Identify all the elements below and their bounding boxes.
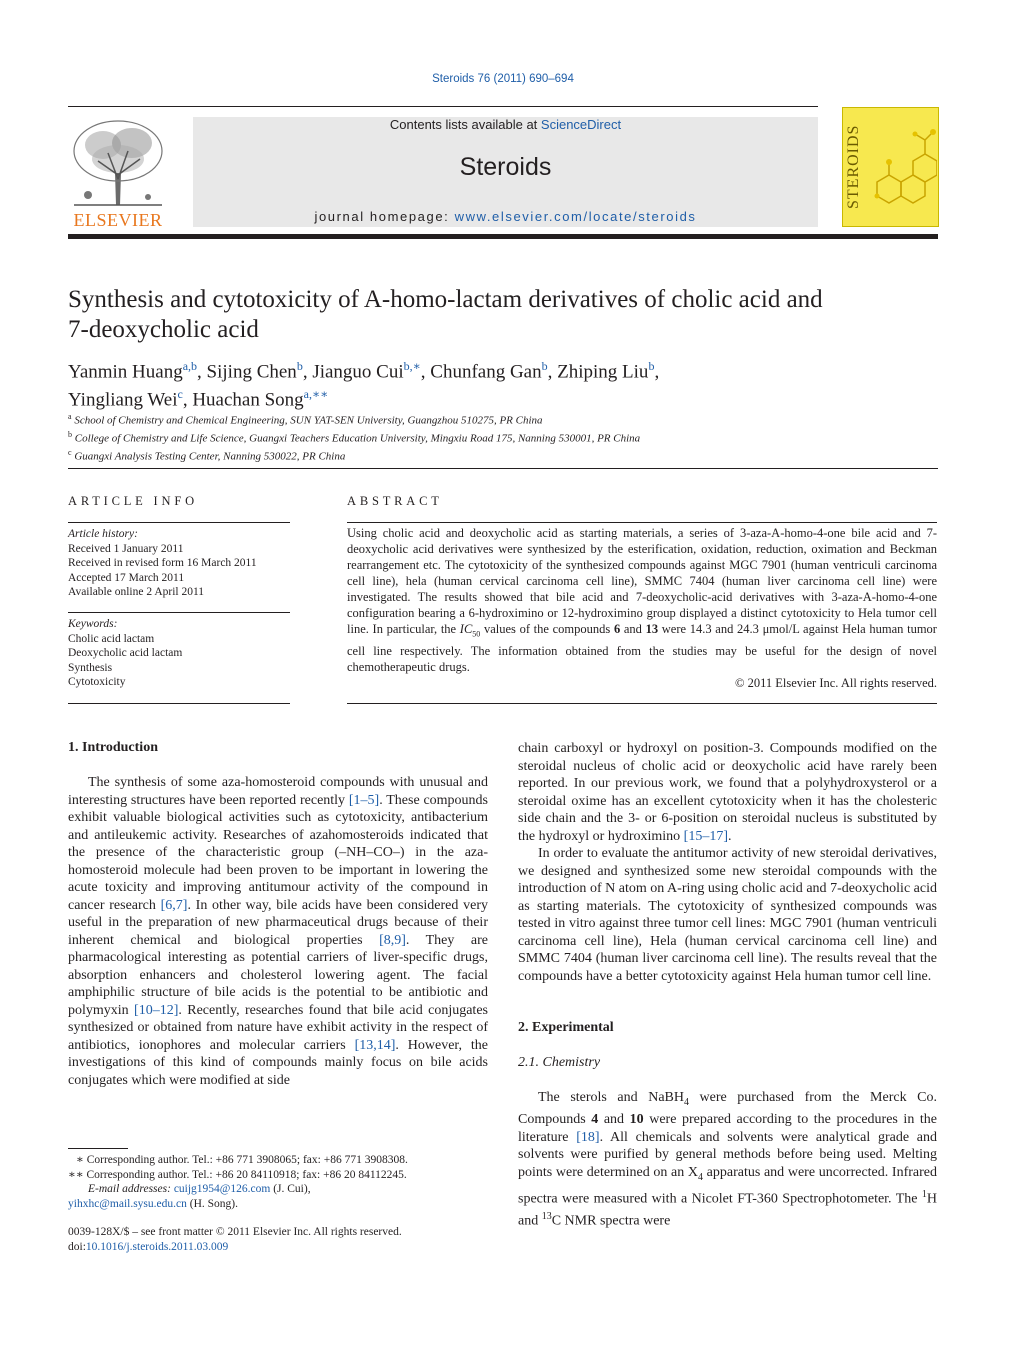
right-p2: In order to evaluate the antitumor activity of new steroidal derivatives, we designed and synthesized some new steroidal compounds with the introduction of N atom on A-ring using cholic acid and 7-deoxycholic acid as starting materials. The cytotoxicity of synthesized compounds was tested in vitro against three tumor cell lines: MGC 7901 (human ventriculi carcinoma cell line), Hela (human cervical carcinoma cell line) and SMMC 7404 (human liver carcinoma cell line). The results reveal that the compounds have a better cytotoxicity against Hela human tumor cell line.	[518, 846, 937, 984]
article-history	[68, 527, 290, 600]
abstract-part-3: were 14.3 and 24.3 μmol/L against Hela human tumor cell line respectively. The information obtained from the studies may be useful for the design of novel chemotherapeutic drugs.	[347, 622, 937, 674]
text-run: . All chemicals and solvents were analytical grade and solvents were purified by general methods before being used. Melting points were determined on an X	[518, 1129, 937, 1180]
right-column	[518, 740, 937, 985]
text-run: . In other way, bile acids have been considered very useful in the preparation of new pharmaceutical drugs because of their inherent chemical and biological properties	[68, 897, 488, 948]
superscript: 13	[541, 1211, 552, 1223]
subscript: 4	[698, 1171, 704, 1183]
intro-heading: 1. Introduction	[68, 740, 158, 755]
subscript: 4	[683, 1096, 689, 1108]
homepage-label: journal homepage:	[314, 209, 455, 224]
text-run: . They are pharmacological interesting as potential carriers of liver-specific drugs, absorption enhancers and cholesterol lowering agent. The facial amphiphilic structure of bile acids is the potential to be antibiotic and polymyxin	[68, 932, 488, 1018]
issn-line: 0039-128X/$ – see front matter © 2011 Elsevier Inc. All rights reserved.	[68, 1226, 402, 1238]
author-separator: ,	[182, 389, 193, 411]
author-affiliation-marker[interactable]: b	[541, 359, 548, 373]
author-affiliation-marker[interactable]: a,b	[182, 359, 198, 373]
reference-link[interactable]: [13,14]	[354, 1037, 396, 1053]
text-run: were prepared according to the procedures in the literature	[518, 1112, 938, 1145]
info-rule-3	[68, 703, 290, 704]
reference-link[interactable]: [15–17]	[683, 828, 728, 844]
footnotes	[68, 1153, 488, 1211]
info-rule-1	[68, 522, 290, 523]
keyword-item: Cholic acid lactam	[68, 632, 155, 645]
email-link-1[interactable]: cuijg1954@126.com	[173, 1183, 271, 1195]
authors-line-2	[68, 383, 938, 411]
keyword-item: Cytotoxicity	[68, 676, 126, 688]
info-rule-2	[68, 612, 290, 613]
doi-label: doi:	[68, 1240, 86, 1253]
author-name: Yingliang Wei	[68, 389, 178, 411]
author-separator: ,	[197, 361, 207, 383]
affiliation-marker: c	[68, 448, 72, 458]
article-info-heading: ARTICLE INFO	[68, 494, 198, 508]
abstract-heading: ABSTRACT	[347, 494, 443, 508]
author-name: Huachan Song	[192, 389, 304, 411]
ic-subscript: 50	[472, 629, 481, 639]
chem-p	[518, 1089, 937, 1230]
keyword-item: Synthesis	[68, 661, 113, 674]
text-run: C NMR spectra were	[551, 1213, 671, 1229]
abstract-text	[347, 525, 937, 691]
email-link-2[interactable]: yihxhc@mail.sysu.edu.cn	[68, 1197, 187, 1210]
author-list	[68, 355, 938, 412]
author-name: Jianguo Cui	[312, 361, 404, 383]
compound-number: 4	[591, 1112, 599, 1128]
cover-title: STEROIDS	[845, 124, 862, 210]
author-affiliation-marker[interactable]: b	[296, 359, 303, 373]
journal-citation[interactable]: Steroids 76 (2011) 690–694	[432, 73, 574, 85]
journal-cover-thumbnail	[842, 107, 939, 227]
text-run: The sterols and NaBH	[538, 1090, 684, 1105]
email-label: E-mail addresses:	[88, 1183, 174, 1195]
keywords-block	[68, 617, 290, 690]
contents-line	[193, 117, 818, 132]
history-item: Received in revised form 16 March 2011	[68, 557, 257, 569]
footnote-2: ∗∗ Corresponding author. Tel.: +86 20 84110918; fax: +86 20 84112245.	[68, 1168, 407, 1181]
footnote-1: ∗ Corresponding author. Tel.: +86 771 3908065; fax: +86 771 3908308.	[76, 1154, 408, 1166]
text-run: The synthesis of some aza-homosteroid compounds with unusual and interesting structures have been reported recently	[68, 775, 488, 808]
abstract-part-2: values of the compounds	[480, 622, 614, 636]
title-separator	[68, 468, 938, 469]
affiliation-line	[68, 410, 938, 428]
journal-name: Steroids	[459, 153, 552, 181]
homepage-link[interactable]: www.elsevier.com/locate/steroids	[454, 209, 697, 224]
author-name: Zhiping Liu	[557, 361, 649, 383]
reference-link[interactable]: [18]	[576, 1129, 600, 1145]
author-separator: ,	[654, 361, 660, 383]
reference-link[interactable]: [8,9]	[379, 932, 406, 948]
text-run: apparatus and were uncorrected. Infrared spectra were measured with a Nicolet FT-360 Spectrophotometer. The	[518, 1164, 937, 1207]
text-run: and	[598, 1112, 630, 1128]
author-separator: ,	[302, 361, 313, 383]
author-affiliation-marker[interactable]: b,∗	[403, 359, 421, 373]
contents-prefix: Contents lists available at	[389, 117, 541, 132]
footnote-rule	[68, 1148, 128, 1149]
reference-link[interactable]: [10–12]	[134, 1002, 179, 1018]
affiliation-text: School of Chemistry and Chemical Engineering, SUN YAT-SEN University, Guangzhou 510275, PR China	[71, 414, 543, 427]
author-affiliation-marker[interactable]: b	[648, 359, 655, 373]
compound-13: 13	[645, 622, 659, 636]
elsevier-wordmark: ELSEVIER	[73, 210, 163, 230]
history-item: Accepted 17 March 2011	[68, 571, 185, 584]
text-run: . However, the investigations of this kind of compounds mainly focus on bile acids conjugates which were modified at side	[68, 1037, 488, 1088]
header-thick-rule	[68, 234, 938, 239]
abstract-rule-bottom	[347, 703, 937, 704]
affiliation-text: College of Chemistry and Life Science, Guangxi Teachers Education University, Mingxiu Road 175, Nanning 530001, PR China	[72, 432, 641, 445]
affiliations	[68, 410, 938, 464]
front-matter	[68, 1225, 508, 1254]
affiliation-line	[68, 428, 938, 446]
text-run: chain carboxyl or hydroxyl on position-3. Compounds modified on the steroidal nucleus of cholic acid or deoxycholic acid have rarely been reported. In our previous work, we found that a polyhydroxysterol or a steroidal oxime has an excellent cytotoxicity when it has the cholesteric side chain and the 3- or 6-position on steroidal nucleus is substituted by the hydroxyl or hydroximino	[518, 741, 937, 844]
abstract-part-1: Using cholic acid and deoxycholic acid as starting materials, a series of 3-aza-A-homo-4-one bile acid and 7-deoxycholic acid derivatives were synthesized by the esterification, oxidation, reduction, oximation and Beckman rearrangement etc. The cytotoxicity of the synthesized compounds against MGC 7901 (human ventriculi carcinoma cell line), hela (human cervical carcinoma cell line), SMMC 7404 (human liver carcinoma cell line) were investigated. The results showed that bile acid and 7-deoxycholic-acid derivatives with 3-aza-A-homo-4-one configuration bearing a 6-hydroximino or 12-hydroximino group displayed a distinct cytotoxicity to Hela tumor cell line. In particular, the	[347, 526, 937, 636]
header-top-rule	[68, 106, 818, 107]
sciencedirect-link[interactable]: ScienceDirect	[540, 117, 622, 132]
doi-link[interactable]: 10.1016/j.steroids.2011.03.009	[85, 1240, 229, 1253]
article-title	[68, 285, 938, 345]
title-line-2: 7-deoxycholic acid	[68, 316, 259, 343]
chemistry-paragraph	[518, 1089, 937, 1230]
abstract-rule-top	[347, 522, 937, 523]
right-p1	[518, 740, 937, 845]
author-separator: ,	[547, 361, 558, 383]
experimental-heading: 2. Experimental	[518, 1020, 614, 1035]
history-item: Received 1 January 2011	[68, 542, 184, 555]
abstract-and: and	[620, 622, 646, 636]
history-label: Article history:	[68, 528, 138, 540]
email-owner-1: (J. Cui),	[270, 1183, 311, 1195]
intro-paragraph	[68, 774, 488, 1089]
keywords-label: Keywords:	[68, 618, 118, 630]
affiliation-marker: a	[68, 412, 72, 421]
author-name: Chunfang Gan	[430, 361, 542, 383]
compound-6: 6	[613, 622, 621, 636]
reference-link[interactable]: [6,7]	[160, 897, 188, 913]
text-run: H and	[518, 1191, 937, 1229]
author-separator: ,	[420, 361, 431, 383]
text-run: . Recently, researches found that bile acid conjugates synthesized or obtained from nature have exhibit activity in the respect of antibiotics, ionophores and molecular carriers	[68, 1002, 488, 1053]
ic-label: IC	[459, 622, 473, 636]
journal-homepage	[193, 209, 818, 224]
authors-line-1	[68, 355, 938, 383]
text-run: .	[727, 828, 732, 844]
text-run: . These compounds exhibit valuable biological activities such as cytotoxicity, antibacterium and antileukemic activity. Researches of azahomosteroids indicated that the presence of the characteristic group (–NH–CO–) in the aza-homosteroid molecule had been proven to be important in lowering the acute toxicity and improving antitumour activity of the compound in cancer research	[68, 792, 488, 913]
author-affiliation-marker[interactable]: a,∗∗	[303, 387, 329, 402]
history-list	[68, 542, 290, 600]
chemistry-heading: 2.1. Chemistry	[518, 1055, 601, 1070]
title-line-1: Synthesis and cytotoxicity of A-homo-lactam derivatives of cholic acid and	[68, 286, 823, 313]
compound-number: 10	[629, 1112, 644, 1128]
author-name: Yanmin Huang	[68, 361, 183, 383]
author-affiliation-marker[interactable]: c	[177, 387, 183, 402]
keyword-item: Deoxycholic acid lactam	[68, 647, 183, 659]
reference-link[interactable]: [1–5]	[348, 792, 380, 808]
history-item: Available online 2 April 2011	[68, 586, 205, 598]
affiliation-marker: b	[68, 430, 72, 440]
affiliation-text: Guangxi Analysis Testing Center, Nanning 530022, PR China	[71, 450, 346, 463]
email-owner-2: (H. Song).	[186, 1197, 238, 1210]
intro-p1	[68, 774, 488, 1089]
keywords-list	[68, 632, 290, 690]
superscript: 1	[921, 1189, 927, 1201]
molecule-icon	[867, 112, 937, 222]
affiliation-line	[68, 446, 938, 464]
abstract-copyright: © 2011 Elsevier Inc. All rights reserved.	[734, 675, 937, 690]
text-run: were purchased from the Merck Co. Compounds	[518, 1090, 937, 1128]
author-name: Sijing Chen	[206, 361, 297, 383]
